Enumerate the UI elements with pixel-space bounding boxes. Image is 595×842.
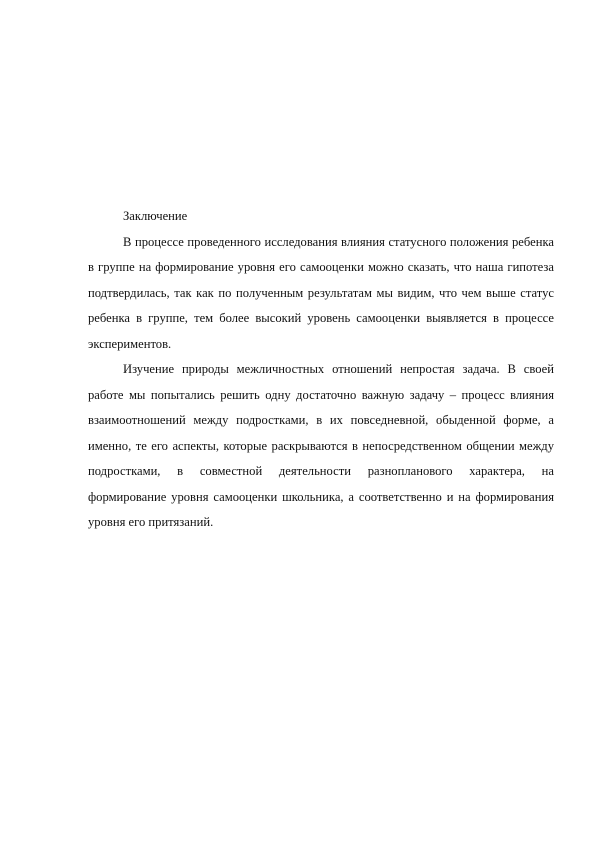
paragraph-1: В процессе проведенного исследования влияния статусного положения ребенка в группе на формирование уровня его самооценки можно сказать, что наша гипотеза подтвердилась, так как по полученным результатам мы видим, что чем выше статус ребенка в группе, тем более высокий уровень самооценки выявляется в процессе экспериментов. (88, 234, 554, 351)
document-body (88, 204, 554, 536)
paragraph-2: Изучение природы межличностных отношений непростая задача. В своей работе мы попытались решить одну достаточно важную задачу – процесс влияния взаимоотношений между подростками, в их повседневной, обыденной форме, а именно, те его аспекты, которые раскрываются в непосредственном общении между подростками, в совместной деятельности разнопланового характера, на формирование уровня самооценки школьника, а соответственно и на формирования уровня его притязаний. (88, 362, 554, 529)
section-heading: Заключение (123, 209, 188, 223)
